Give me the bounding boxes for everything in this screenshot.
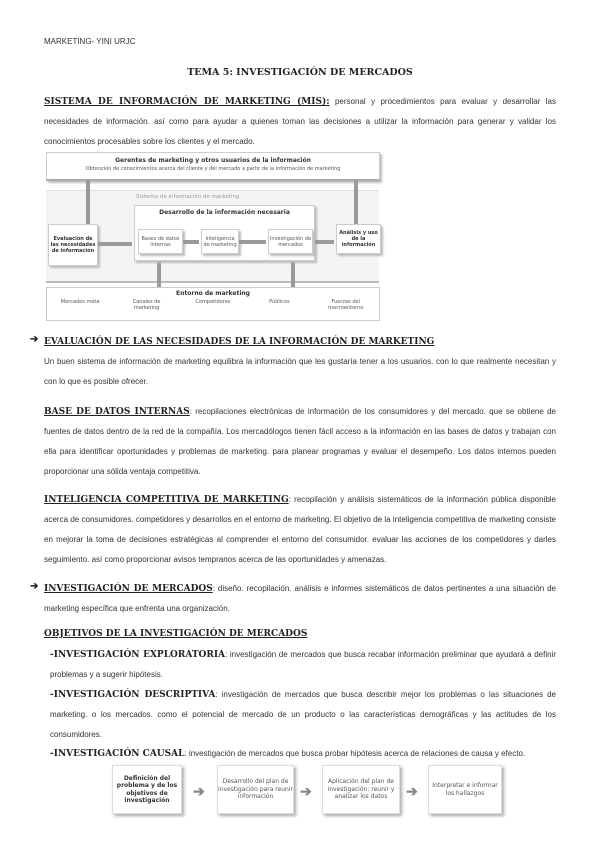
process-arrow-icon: ➔ (300, 783, 312, 799)
top-box (46, 152, 380, 181)
mis-paragraph (44, 92, 556, 152)
intelligence-box (201, 229, 239, 254)
inteligencia-text: : recopilación y análisis sistemáticos de la información pública disponible acerca de consumidores. competidores y desarrollos en el entorno de marketing. El objetivo de la inteligencia competitiva de marketing consiste en mejorar la toma de decisiones estratégicas al comprender el entorno del consumidor. evaluar las acciones de los competidores y darles seguimiento. así como proporcionar avisos tempranos acerca de las oportunidades y amenazas. (44, 495, 557, 564)
page-header: MARKETING- YINI URJC (44, 37, 136, 46)
process-arrow-icon: ➔ (406, 783, 418, 799)
process-step-3 (322, 765, 400, 814)
research-box (268, 229, 313, 254)
investigacion-paragraph (44, 579, 556, 619)
arrow-right-icon (315, 240, 334, 244)
base-datos-text: : recopilaciones electrónicas de información de los consumidores y del mercado. que se obtiene de fuentes de datos dentro de la red de la compañía. Los mercadólogos tienen fácil acceso a la información en las bases de datos y trabajan con ella para identificar oportunidades y problemas de marketing. para planear programas y evaluar el desempeño. Los datos internos pueden proporcionar una sólida ventaja competitiva. (44, 407, 556, 476)
arrow-bullet-icon: ➔ (30, 334, 39, 345)
research-label: Investigación de mercados (269, 235, 312, 248)
objetivos-section (44, 624, 556, 765)
objetivo-item (44, 685, 556, 745)
objetivo-label: -INVESTIGACIÓN DESCRIPTIVA (50, 689, 216, 700)
intelligence-label: Inteligencia de marketing (203, 235, 237, 248)
environment-item: Competidores (195, 299, 231, 305)
process-step-2 (217, 765, 294, 814)
inteligencia-paragraph (44, 490, 556, 570)
base-datos-paragraph (44, 402, 556, 482)
objetivos-label: OBJETIVOS DE LA INVESTIGACIÓN DE MERCADOS (44, 629, 308, 639)
arrow-bullet-icon: ➔ (30, 581, 39, 592)
development-title: Desarrollo de la información necesaria (159, 209, 290, 216)
environment-item: Mercados meta (60, 299, 100, 305)
process-step-label: Definición del problema y de los objetivos de investigación (116, 774, 178, 804)
left-vertical-arrow-icon (86, 180, 90, 224)
right-vertical-arrow-icon (354, 180, 358, 224)
objetivo-label: -INVESTIGACIÓN EXPLORATORIA (50, 649, 226, 660)
mis-label: SISTEMA DE INFORMACIÓN DE MARKETING (MIS): (44, 97, 330, 107)
environment-item: Fuerzas del macroentorno (328, 299, 364, 311)
internal-db-label: Bases de datos internas (141, 235, 180, 248)
base-datos-label: BASE DE DATOS INTERNAS (44, 407, 190, 417)
investigacion-text: : diseño. recopilación. análisis e informes sistemáticos de datos pertinentes a una situación de marketing específica que enfrenta una organización. (44, 584, 556, 613)
process-step-label: Aplicación del plan de investigación: reunir y analizar los datos (327, 778, 395, 801)
process-step-label: Desarrollo del plan de investigación para reunir información (218, 778, 293, 801)
page-title: TEMA 5: INVESTIGACIÓN DE MERCADOS (187, 67, 413, 78)
mis-diagram (46, 152, 382, 320)
analysis-box (336, 224, 381, 254)
environment-title: Entorno de marketing (176, 290, 250, 297)
process-step-1 (112, 765, 182, 814)
arrow-left-icon (98, 242, 132, 246)
evaluation-box (48, 224, 98, 266)
objetivo-item (44, 645, 556, 685)
bottom-left-arrow-icon (157, 259, 161, 287)
top-title: Gerentes de marketing y otros usuarios de la información (115, 157, 311, 164)
evaluacion-text: Un buen sistema de información de marketing equilibra la información que les gustaría tener a los usuarios. con lo que realmente necesitan y con lo que es posible ofrecer. (44, 357, 556, 386)
bottom-right-arrow-icon (291, 259, 295, 287)
analysis-label: Análisis y uso de la información (339, 230, 378, 248)
internal-db-box (138, 229, 183, 254)
objetivo-item (44, 744, 556, 765)
objetivo-text: : investigación de mercados que busca recabar información preliminar que ayudará a definir problemas y a sugerir hipótesis. (50, 649, 556, 679)
mis-text: personal y procedimientos para evaluar y desarrollar las necesidades de información. así como para ayudar a quienes toman las decisiones a utilizar la información para generar y validar los conocimientos procesables sobre los clientes y el mercado. (44, 97, 556, 146)
objetivo-text: : investigación de mercados que busca probar hipótesis acerca de relaciones de causa y efecto. (184, 749, 526, 758)
environment-item: Canales de marketing (132, 299, 161, 311)
process-step-label: Interpretar e informar los hallazgos (432, 782, 498, 797)
environment-item: Públicos (269, 299, 290, 305)
process-arrow-icon: ➔ (193, 783, 205, 799)
inteligencia-label: INTELIGENCIA COMPETITIVA DE MARKETING (44, 495, 289, 505)
objetivo-text: : investigación de mercados que busca describir mejor los problemas o las situaciones de marketing. o los mercados. como el potencial de mercado de un producto o las características demográficas y las actitudes de los consumidores. (50, 689, 557, 739)
evaluation-label: Evaluación de las necesidades de información (50, 236, 96, 254)
investigacion-label: INVESTIGACIÓN DE MERCADOS (44, 584, 213, 594)
arrow-icon (183, 240, 199, 244)
environment-box (46, 287, 380, 321)
system-label: Sistema de información de marketing (136, 194, 240, 200)
objetivo-label: -INVESTIGACIÓN CAUSAL (50, 749, 185, 759)
arrow-icon (239, 240, 266, 244)
evaluacion-section (44, 332, 556, 392)
evaluacion-label: EVALUACIÓN DE LAS NECESIDADES DE LA INFORMACIÓN DE MARKETING (44, 337, 435, 347)
top-subtitle: Obtención de conocimientos acerca del cliente y del mercado a partir de la información de marketing (85, 166, 341, 172)
process-step-4 (428, 765, 502, 814)
